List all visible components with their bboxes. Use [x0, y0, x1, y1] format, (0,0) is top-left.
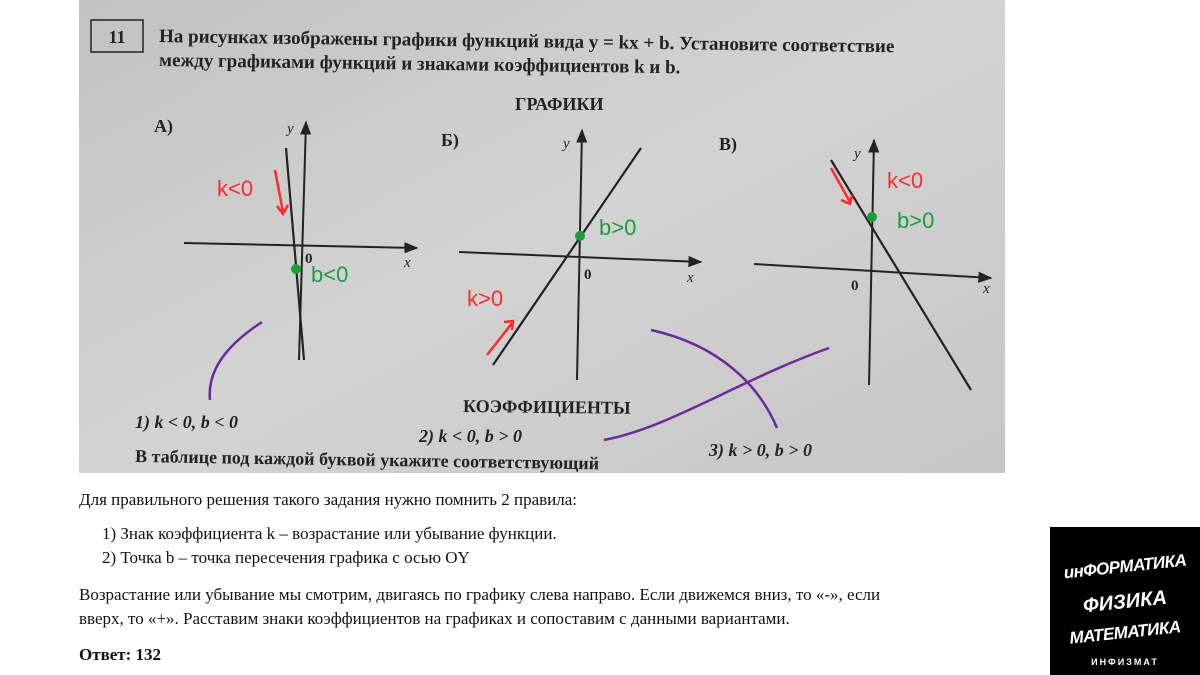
option-3: 3) k > 0, b > 0 [709, 440, 813, 460]
task-text-line1: На рисунках изображены графики функций вида y = kx + b. Установите соответствие [158, 26, 895, 58]
graph-c-k-annotation: k<0 [887, 168, 924, 193]
graph-b-origin: 0 [584, 267, 592, 283]
graphs-heading: ГРАФИКИ [515, 94, 604, 114]
graph-a-b-annotation: b<0 [311, 262, 349, 287]
logo-line-informatika: инФОРМАТИКА [1062, 550, 1188, 583]
coefficients-heading: КОЭФФИЦИЕНТЫ [462, 396, 631, 418]
explanation-paragraph-line2: вверх, то «+». Расставим знаки коэффициентов на графиках и сопоставим с данными вариантами. [79, 609, 790, 628]
graph-c-b-annotation: b>0 [897, 208, 935, 233]
graph-c-intercept-point [867, 212, 877, 222]
graph-c-x-label: x [983, 281, 990, 297]
table-instruction: В таблице под каждой буквой укажите соответствующий [134, 446, 600, 473]
graph-a-k-annotation: k<0 [217, 176, 254, 201]
logo-line-infizmat: ИНФИЗМАТ [1091, 657, 1159, 667]
graph-b-x-label: x [687, 270, 694, 286]
infizmat-logo [1050, 527, 1200, 675]
graph-b-y-label: y [563, 136, 570, 152]
graph-a-origin: 0 [305, 251, 313, 267]
textbook-photo [79, 0, 1005, 473]
rule-1: 1) Знак коэффициента k – возрастание или убывание функции. [102, 524, 557, 543]
task-number: 11 [108, 27, 126, 47]
logo-line-matematika: МАТЕМАТИКА [1068, 617, 1182, 648]
graph-a-y-label: y [287, 121, 294, 137]
graph-b-intercept-point [575, 231, 585, 241]
explanation-paragraph-line1: Возрастание или убывание мы смотрим, двигаясь по графику слева направо. Если движемся вниз, то «-», если [79, 585, 881, 604]
graph-a-intercept-point [291, 264, 301, 274]
rule-2: 2) Точка b – точка пересечения графика с осью OY [102, 548, 470, 567]
logo-line-fizika: ФИЗИКА [1082, 586, 1168, 618]
graph-c-origin: 0 [851, 278, 859, 294]
option-1: 1) k < 0, b < 0 [135, 412, 239, 432]
graph-b-letter: Б) [441, 130, 459, 150]
graph-b-b-annotation: b>0 [599, 215, 637, 240]
graph-a-letter: А) [154, 116, 173, 136]
task-text-line2: между графиками функций и знаками коэффициентов k и b. [158, 50, 681, 79]
explanation-intro: Для правильного решения такого задания нужно помнить 2 правила: [79, 490, 577, 509]
option-2: 2) k < 0, b > 0 [419, 426, 523, 446]
graph-b-k-annotation: k>0 [467, 286, 504, 311]
answer: Ответ: 132 [79, 645, 162, 664]
graph-c-letter: В) [719, 134, 737, 154]
graph-a-x-label: x [404, 255, 411, 271]
graph-c-y-label: y [854, 146, 861, 162]
